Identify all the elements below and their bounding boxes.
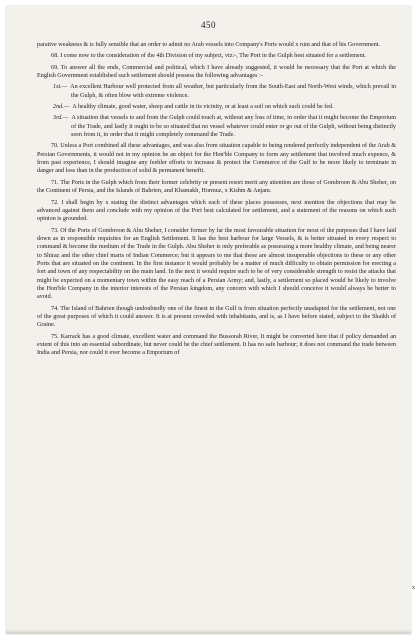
document-page bbox=[6, 6, 415, 634]
list-item bbox=[37, 83, 396, 100]
paragraph: 73. Of the Ports of Gombroon & Abu Sheher, I consider former by far the most favourable situation for most of the purposes that I have laid down as in responsible requisites for an English Settlement. It has the best harbour for large Vessels, & is better situated in every respect to command & become the medium of the Trade in the Gulph. Abu Sheher is only preferable as possessing a more healthy climate, and being nearer to Shiraz and the other chief marts of Indian Commerce; but it appears to me that these are almost insuperable objections to these or any other Ports that are situated on the continent. In the first instance it would probably be a matter of much difficulty to obtain permission for erecting a fort and town of any respectability on the main land. In the next it would require such to be of very considerable strength to resist the attacks that might be expected on a momentary town within the easy reach of a Persian Army; and, lastly, a settlement so placed would be likely to involve the Hon'ble Company in the interior interests of the Persian kingdom, any concern with which I should conceive it would always be better to avoid. bbox=[37, 227, 396, 301]
paragraph: 70. Unless a Port combined all these advantages, and was also from situation capable to being rendered perfectly independent of the Arab & Persian Governments, it would not in my opinion be an object for the Hon'ble Company to form any settlement that involved much expence, & from past experience, I should imagine any feebler efforts to increase & protect the Commerce of the Gulf to be more likely to terminate in danger and loss than in the production of solid & permanent benefit. bbox=[37, 143, 396, 175]
paragraph: parative weakness & is fully sensible that an order to admit no Arab vessels into Company's Ports would x ruin and that of his Government. bbox=[37, 42, 381, 48]
item-text: An excellent Harbour well protected from all weather, but particularly from the South-East and North-West winds, which prevail in the Gulph, & often blow with extreme violence. bbox=[70, 84, 396, 99]
page-number: 450 bbox=[201, 20, 216, 30]
paragraph: 74. The Island of Bahrien though undoubtedly one of the finest in the Gulf is from situation perfectly unadapted for the settlement, not one of the great purposes of which it could answer. It is at present crowded with inhabitants, and is, as I have before stated, subject to the Shaikh of Graine. bbox=[37, 305, 396, 329]
document-body bbox=[37, 41, 396, 361]
paragraph: 69. To answer all the ends, Commercial and political, which I have already suggested, it would be necessary that the Port at which the English Government established such settlement should possess the following advantages :- bbox=[37, 64, 396, 80]
list-item bbox=[37, 103, 396, 111]
item-label: 3rd.— bbox=[53, 115, 69, 122]
item-label: 1st.— bbox=[53, 84, 68, 91]
item-label: 2nd.— bbox=[53, 104, 70, 111]
item-text: A situation that vessels to and from the Gulph could touch at, without any loss of time, in order that it might become the Emporium of the Trade, and lastly it ought to be so situated that no vessel whatever could enter or go out of the Gulph, without being distinctly seen from it, in order that it might completely command the Trade. bbox=[71, 115, 396, 139]
list-item bbox=[37, 114, 396, 139]
item-text: A healthy climate, good water, sheep and cattle in its vicinity, or at least a soil on which such could be fed. bbox=[72, 104, 334, 111]
paragraph: 68. I come now to the consideration of the 4th Division of my subject, viz:-, The Port in the Gulph best situated for a settlement. bbox=[51, 53, 367, 60]
paragraph: 75. Karrack has a good climate, excellent water and command the Bussorah River, It might be converted here that if policy demanded an extent of this into an essential subordinate, but never could be the chief settlement. It has no safe harbour; it does not command the trade between India and Persia, nor could it ever become a Emporium of bbox=[37, 333, 396, 357]
paragraph: 71. The Ports in the Gulph which from their former celebrity or present resort merit any attention are those of Gombroon & Abu Sheher, on the Continent of Persia, and the Islands of Bahrien, and Khamakh, Hormuz, x Kishm & Anjam. bbox=[37, 179, 396, 195]
paragraph: 72. I shall begin by x stating the distinct advantages which each of these places possesses, next mention the objections that may be advanced against them and conclude with my opinion of the Port best calculated for settlement, and a statement of the reasons on which such opinion is grounded. bbox=[37, 199, 396, 223]
margin-mark: x bbox=[412, 585, 415, 591]
